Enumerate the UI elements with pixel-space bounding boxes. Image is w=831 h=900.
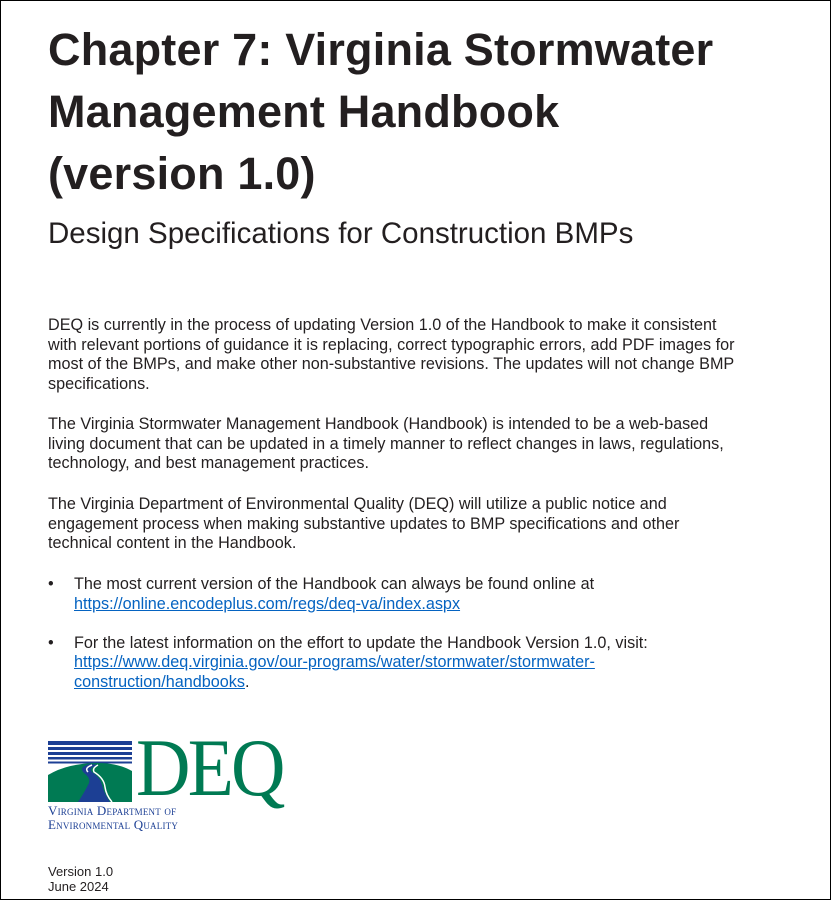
- bullet-item-update-info: [48, 634, 748, 693]
- bullet-icon: •: [48, 575, 54, 593]
- bullet-text: For the latest information on the effort to update the Handbook Version 1.0, visit:: [74, 633, 648, 652]
- paragraph-public-notice: The Virginia Department of Environmental Quality (DEQ) will utilize a public notice and engagement process when making substantive updates to BMP specifications and other technical content in the Handbook.: [48, 495, 680, 552]
- bullet-text: The most current version of the Handbook can always be found online at: [74, 575, 595, 593]
- bullet-trailing-text: .: [244, 672, 250, 691]
- title-line-3: (version 1.0): [48, 148, 316, 199]
- document-footer: [48, 864, 113, 894]
- logo-org-line-1: Virginia Department of: [48, 803, 177, 818]
- logo-org-line-2: Environmental Quality: [48, 817, 179, 832]
- paragraph-living-document: The Virginia Stormwater Management Handbook (Handbook) is intended to be a web-based living document that can be updated in a timely manner to reflect changes in laws, regulations, technology, and best management practices.: [48, 415, 724, 472]
- river-landscape-icon: [48, 741, 132, 802]
- bullet-icon: •: [48, 633, 54, 652]
- logo-acronym: DEQ: [136, 722, 283, 813]
- paragraph-update-notice: DEQ is currently in the process of updating Version 1.0 of the Handbook to make it consistent with relevant portions of guidance it is replacing, correct typographic errors, add PDF images for most of the BMPs, and make other non-substantive revisions. The updates will not change BMP specifications.: [48, 316, 735, 393]
- page-subtitle: Design Specifications for Construction BMPs: [48, 217, 634, 250]
- version-label: Version 1.0: [48, 864, 114, 879]
- encodeplus-handbook-link[interactable]: https://online.encodeplus.com/regs/deq-va/index.aspx: [74, 594, 461, 613]
- page-title: [48, 19, 713, 205]
- date-label: June 2024: [48, 879, 109, 894]
- title-line-2: Management Handbook: [48, 86, 560, 137]
- bullet-item-current-version: [48, 575, 748, 614]
- info-bullet-list: [48, 575, 748, 712]
- title-line-1: Chapter 7: Virginia Stormwater: [48, 24, 714, 75]
- deq-handbooks-link[interactable]: https://www.deq.virginia.gov/our-programs/water/stormwater/stormwater-construction/handbooks: [74, 653, 595, 691]
- deq-logo: [48, 722, 288, 836]
